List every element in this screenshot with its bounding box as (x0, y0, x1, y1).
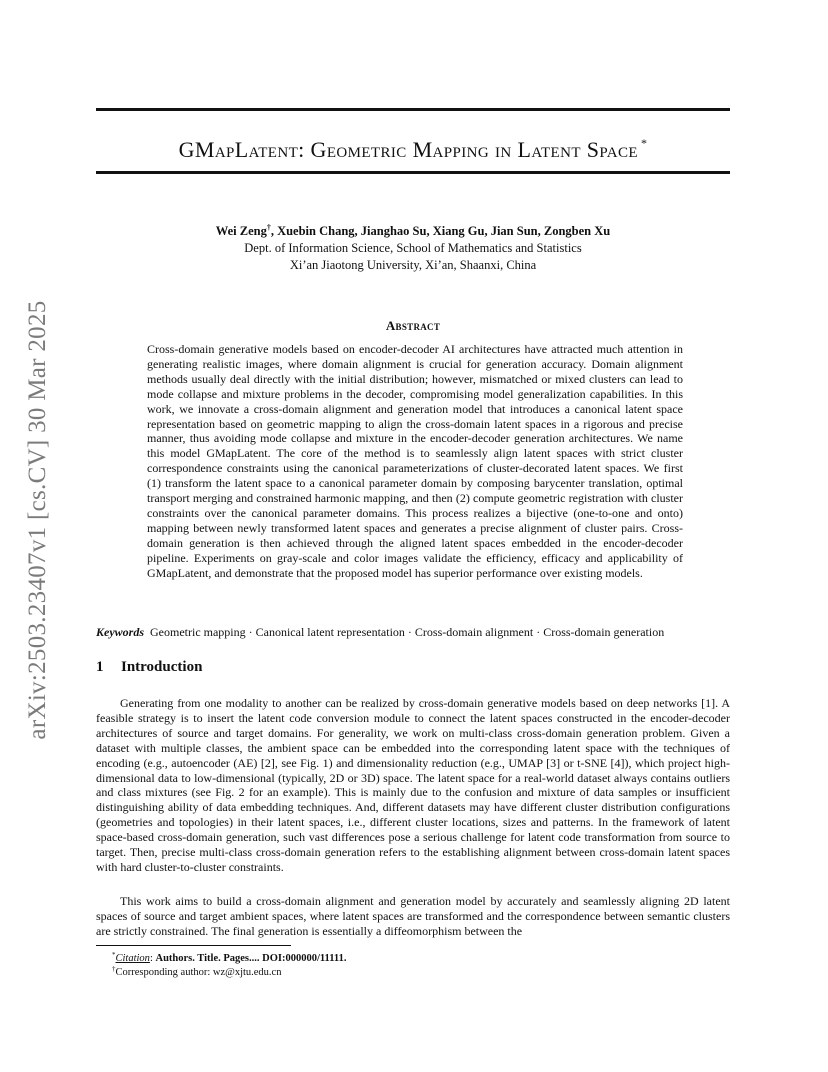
affiliation-line-1: Dept. of Information Science, School of Mathematics and Statistics (244, 241, 582, 255)
keywords-list: Geometric mapping · Canonical latent representation · Cross-domain alignment · Cross-domain generation (150, 625, 665, 639)
footnote-2-mark: † (112, 965, 116, 973)
section-number: 1 (96, 659, 104, 675)
abstract-body: Cross-domain generative models based on encoder-decoder AI architectures have attracted much attention in generating realistic images, where domain alignment is crucial for generation accuracy. Domain alignment methods usually deal directly with the initial distribution; however, mismatched or mixed clusters can lead to mode collapse and mixture problems in the decoder, compromising model generalization capabilities. In this work, we innovate a cross-domain alignment and generation model that introduces a canonical latent space representation based on geometric mapping to align the cross-domain latent spaces in a rigorous and precise manner, thus avoiding mode collapse and mixture in the encoder-decoder generation architectures. We name this model GMapLatent. The core of the method is to seamlessly align latent spaces with strict cluster correspondence constraints using the canonical parameterizations of cluster-decorated latent spaces. We first (1) transform the latent space to a canonical parameter domain by composing barycenter translation, optimal transport merging and constrained harmonic mapping, and then (2) compute geometric registration with cluster constraints over the canonical parameter domains. This process realizes a bijective (one-to-one and onto) mapping between newly transformed latent spaces and generates a precise alignment of cluster pairs. Cross-domain generation is then achieved through the aligned latent spaces embedded in the encoder-decoder pipeline. Experiments on gray-scale and color images validate the efficiency, efficacy and applicability of GMapLatent, and demonstrate that the proposed model has superior performance over existing models. (147, 342, 683, 580)
section-title: Introduction (121, 659, 203, 675)
footnote-corresponding-author (112, 963, 281, 979)
citation-label: Citation (115, 953, 150, 964)
citation-separator: : (149, 953, 156, 964)
corresponding-author-text: Corresponding author: wz@xjtu.edu.cn (115, 967, 282, 978)
title-bottom-rule (96, 171, 730, 174)
intro-paragraph-1: Generating from one modality to another can be realized by cross-domain generative models based on deep networks [1]. A feasible strategy is to insert the latent code conversion module to connect the latent spaces constructed in the encoder-decoder architectures of source and target domains. For generality, we work on multi-class cross-domain generation problem. Given a dataset with multiple classes, the ambient space can be embedded into the corresponding latent space with the techniques of encoding (e.g., autoencoder (AE) [2], see Fig. 1) and dimensionality reduction (e.g., UMAP [3] or t-SNE [4]), which project high-dimensional data to low-dimensional (typically, 2D or 3D) space. The latent space for a real-world dataset always contains outliers and class mixtures (see Fig. 2 for an example). This is mainly due to the confusion and mixture of data samples or insufficient distinguishing ability of data embedding techniques. And, different datasets may have different cluster distribution configurations (geometries and topologies) in their latent spaces, i.e., different cluster locations, sizes and patterns. In the framework of latent space-based cross-domain generation, such vast differences pose a serious challenge for latent code transformation from source to target. Then, precise multi-class cross-domain generation refers to the establishing alignment between cross-domain latent spaces with hard cluster-to-cluster constraints. (96, 696, 730, 874)
arxiv-identifier-text: arXiv:2503.23407v1 [cs.CV] 30 Mar 2025 (24, 300, 51, 740)
keywords-label: Keywords (96, 625, 144, 639)
abstract-heading: Abstract (385, 318, 441, 333)
co-authors: Xuebin Chang, Jianghao Su, Xiang Gu, Jian Sun, Zongben Xu (277, 224, 611, 238)
corresponding-author-mark: † (266, 223, 271, 232)
author-names: Wei Zeng†, Xuebin Chang, Jianghao Su, Xiang Gu, Jian Sun, Zongben Xu (215, 223, 611, 238)
first-author: Wei Zeng (215, 224, 267, 238)
paper-title-text: GMapLatent: Geometric Mapping in Latent Space (178, 137, 638, 162)
citation-text: Authors. Title. Pages.... DOI:000000/11111. (155, 953, 347, 964)
section-heading-introduction (96, 659, 496, 676)
footnote-1-mark: * (112, 951, 116, 959)
author-block (96, 219, 730, 274)
intro-paragraph-2: This work aims to build a cross-domain alignment and generation model by accurately and seamlessly aligning 2D latent spaces of source and target ambient spaces, where latent spaces are transformed and the correspondence between semantic clusters are strictly constrained. The final generation is essentially a diffeomorphism between the (96, 894, 730, 938)
keywords-line (96, 625, 746, 640)
paper-title (96, 123, 730, 170)
title-footnote-mark: * (641, 136, 648, 150)
title-top-rule (96, 108, 730, 111)
footnote-divider (96, 945, 291, 946)
affiliation-line-2: Xi’an Jiaotong University, Xi’an, Shaanxi, China (289, 258, 537, 272)
arxiv-identifier-stamp (18, 285, 58, 755)
